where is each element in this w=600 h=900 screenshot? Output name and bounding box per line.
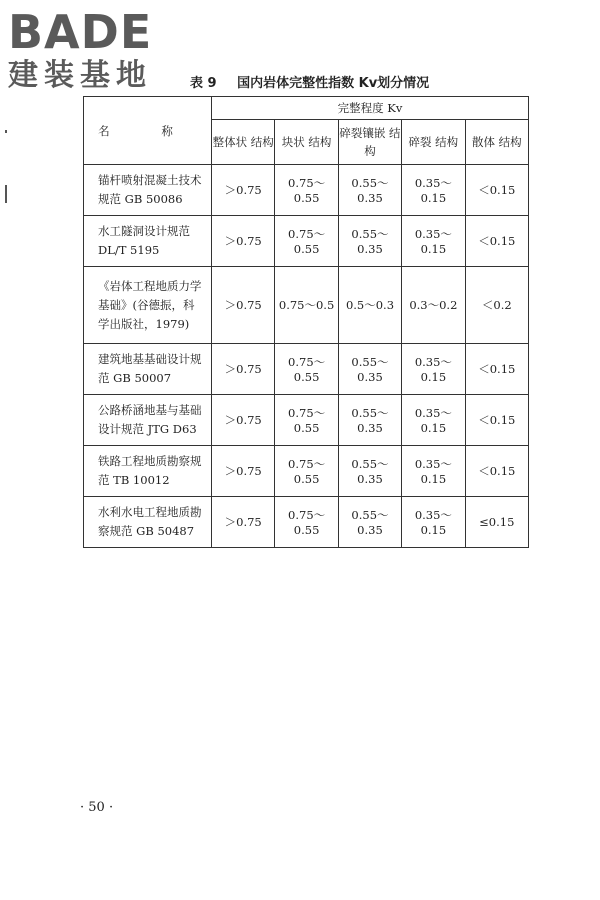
table-cell: 0.35～0.15 (402, 165, 465, 216)
table-cell: 0.55～0.35 (338, 165, 401, 216)
subheader-cell: 散体 结构 (465, 120, 528, 165)
row-name: 水工隧洞设计规范 DL/T 5195 (84, 216, 212, 267)
table-cell: ＞0.75 (212, 344, 275, 395)
header-row (84, 97, 529, 120)
table-cell: ＜0.15 (465, 216, 528, 267)
table-cell: 0.75～0.55 (275, 395, 338, 446)
table-row (84, 216, 529, 267)
group-header: 完整程度 Kv (212, 97, 529, 120)
table-cell: 0.75～0.55 (275, 446, 338, 497)
table-number: 表 9 (190, 76, 217, 91)
table-cell: ＜0.15 (465, 344, 528, 395)
table-cell: 0.35～0.15 (402, 446, 465, 497)
subheader-cell: 碎裂 结构 (402, 120, 465, 165)
table-cell: 0.5～0.3 (338, 267, 401, 344)
row-name: 公路桥涵地基与基础设计规范 JTG D63 (84, 395, 212, 446)
row-name: 铁路工程地质勘察规范 TB 10012 (84, 446, 212, 497)
table-row (84, 344, 529, 395)
table-cell: 0.3～0.2 (402, 267, 465, 344)
margin-mark (5, 185, 7, 203)
table-cell: 0.35～0.15 (402, 216, 465, 267)
table-row (84, 165, 529, 216)
table-cell: ＜0.15 (465, 165, 528, 216)
table-cell: ≤0.15 (465, 497, 528, 548)
table-cell: 0.75～0.55 (275, 165, 338, 216)
table-title: 国内岩体完整性指数 Kv划分情况 (237, 76, 430, 91)
subheader-cell: 碎裂镶嵌 结构 (338, 120, 401, 165)
table-caption (190, 72, 429, 91)
table-row (84, 446, 529, 497)
table-cell: 0.75～0.55 (275, 216, 338, 267)
table-cell: ＞0.75 (212, 446, 275, 497)
logo (8, 6, 183, 94)
row-name: 建筑地基基础设计规范 GB 50007 (84, 344, 212, 395)
row-name: 锚杆喷射混凝土技术规范 GB 50086 (84, 165, 212, 216)
table-cell: 0.55～0.35 (338, 497, 401, 548)
table-cell: ＜0.15 (465, 395, 528, 446)
table-cell: 0.35～0.15 (402, 497, 465, 548)
subheader-cell: 块状 结构 (275, 120, 338, 165)
table-cell: ＞0.75 (212, 216, 275, 267)
table-cell: 0.35～0.15 (402, 344, 465, 395)
page-number: · 50 · (80, 800, 114, 815)
table-cell: ＞0.75 (212, 395, 275, 446)
table-cell: 0.75～0.55 (275, 497, 338, 548)
table-row (84, 497, 529, 548)
table-cell: 0.55～0.35 (338, 395, 401, 446)
table-cell: 0.75～0.55 (275, 344, 338, 395)
table-row (84, 267, 529, 344)
logo-subtitle: 建装基地 (8, 58, 152, 93)
table-cell: ＞0.75 (212, 267, 275, 344)
margin-mark (5, 130, 7, 133)
logo-wordmark: BADE (8, 5, 153, 59)
table-cell: 0.55～0.35 (338, 344, 401, 395)
table-cell: 0.35～0.15 (402, 395, 465, 446)
data-table (83, 96, 529, 548)
table-cell: 0.75～0.5 (275, 267, 338, 344)
table-cell: ＜0.15 (465, 446, 528, 497)
row-name: 《岩体工程地质力学基础》(谷德振，科学出版社，1979) (84, 267, 212, 344)
table-cell: ＞0.75 (212, 165, 275, 216)
subheader-cell: 整体状 结构 (212, 120, 275, 165)
table-cell: ＞0.75 (212, 497, 275, 548)
row-name: 水利水电工程地质勘察规范 GB 50487 (84, 497, 212, 548)
table-cell: ＜0.2 (465, 267, 528, 344)
table-cell: 0.55～0.35 (338, 446, 401, 497)
table-row (84, 395, 529, 446)
table-cell: 0.55～0.35 (338, 216, 401, 267)
name-header: 名 称 (84, 97, 212, 165)
